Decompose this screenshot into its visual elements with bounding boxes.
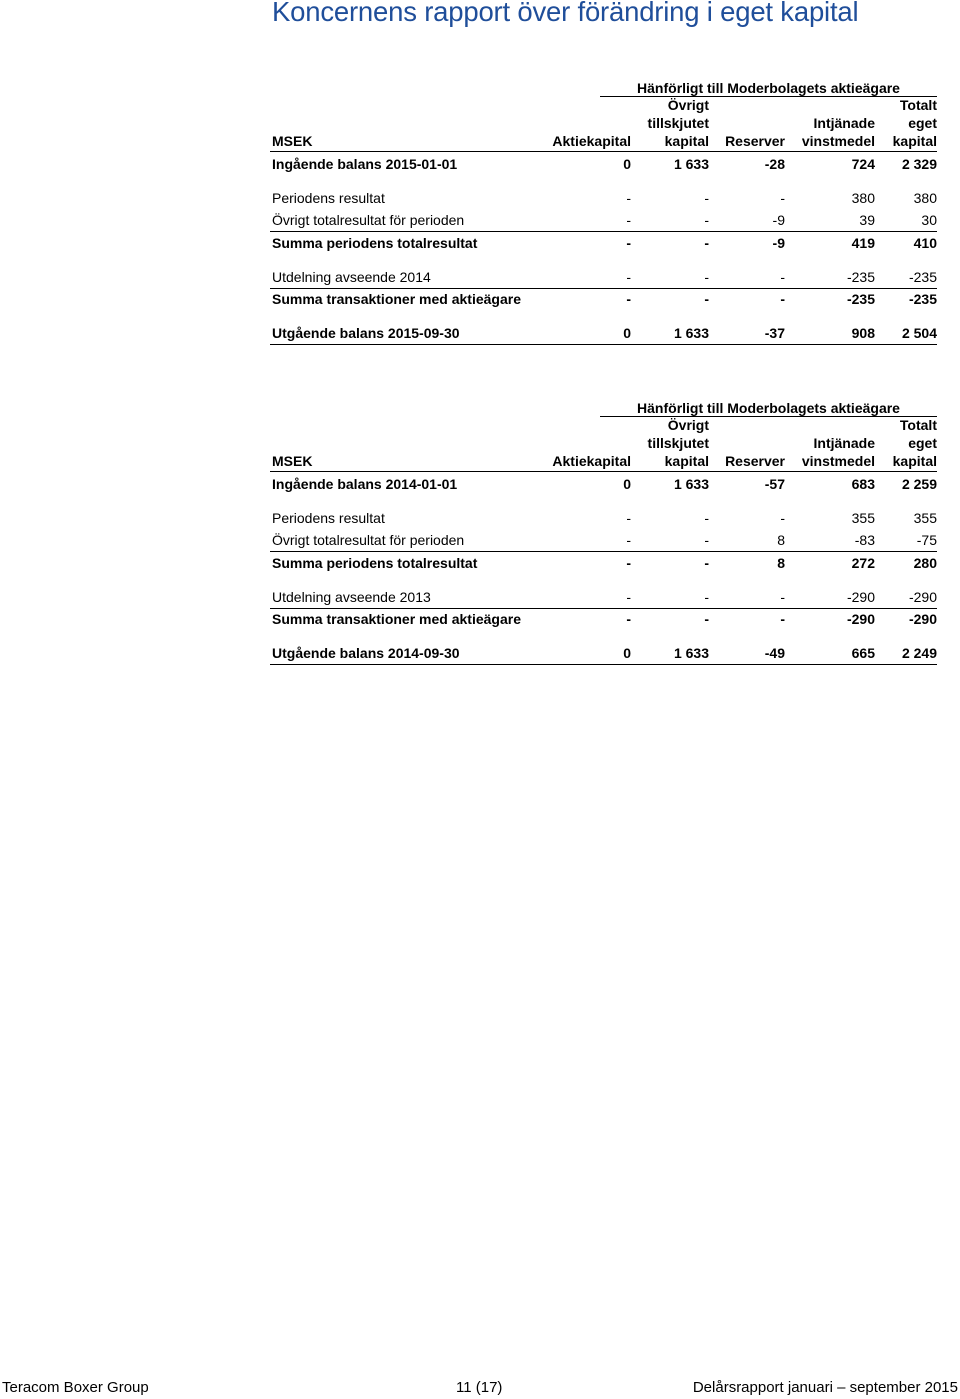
- table-cell: 2 249: [901, 645, 937, 661]
- table-cell: -290: [846, 611, 875, 627]
- table-cell: -: [704, 212, 709, 228]
- row-label: Ingående balans 2014-01-01: [272, 476, 458, 492]
- table-cell: 272: [851, 555, 875, 571]
- table-cell: -: [626, 269, 631, 285]
- table-cell: -57: [764, 476, 785, 492]
- table-cell: -290: [908, 611, 937, 627]
- table-cell: -: [626, 611, 631, 627]
- table-cell: 280: [913, 555, 937, 571]
- row-label: Utdelning avseende 2013: [272, 589, 431, 605]
- table-row: [270, 643, 937, 665]
- column-header: Intjänade vinstmedel: [801, 115, 875, 149]
- table-cell: -: [626, 589, 631, 605]
- column-header: MSEK: [272, 453, 313, 469]
- table-cell: -290: [846, 589, 875, 605]
- page-title: Koncernens rapport över förändring i eget kapital: [272, 0, 859, 27]
- table-cell: -: [626, 510, 631, 526]
- table-cell: -: [626, 532, 631, 548]
- column-header: Aktiekapital: [552, 133, 631, 149]
- table-cell: -: [780, 510, 785, 526]
- table-row: [270, 508, 937, 530]
- table-cell: 908: [851, 325, 875, 341]
- row-label: Summa periodens totalresultat: [272, 555, 478, 571]
- footer-company: Teracom Boxer Group: [2, 1379, 149, 1396]
- table-cell: -9: [772, 212, 785, 228]
- table-cell: 1 633: [673, 156, 709, 172]
- table-cell: 0: [623, 156, 631, 172]
- table-cell: -: [626, 212, 631, 228]
- table-cell: -83: [854, 532, 875, 548]
- table-row: [270, 609, 937, 631]
- page-footer: [0, 1379, 960, 1399]
- table-cell: 380: [851, 190, 875, 206]
- table-row: [270, 323, 937, 345]
- footer-page-number: 11 (17): [456, 1379, 503, 1396]
- table-row: [270, 587, 937, 609]
- table-cell: -235: [846, 291, 875, 307]
- column-header: Övrigt tillskjutet kapital: [647, 97, 709, 149]
- table-cell: -: [626, 555, 631, 571]
- table-row: [270, 233, 937, 255]
- table-cell: 39: [859, 212, 875, 228]
- table-cell: 8: [777, 532, 785, 548]
- column-header-row: [270, 97, 937, 152]
- table-cell: -: [780, 269, 785, 285]
- row-label: Övrigt totalresultat för perioden: [272, 212, 465, 228]
- table-cell: -290: [908, 589, 937, 605]
- table-cell: 665: [851, 645, 875, 661]
- column-header: Totalt eget kapital: [892, 97, 937, 149]
- table-cell: -: [780, 190, 785, 206]
- row-label: Utgående balans 2015-09-30: [272, 325, 460, 341]
- table-cell: 2 504: [901, 325, 937, 341]
- table-cell: -: [704, 190, 709, 206]
- table-cell: 724: [851, 156, 875, 172]
- column-header-row: [270, 417, 937, 472]
- table-cell: 1 633: [673, 325, 709, 341]
- row-label: Summa transaktioner med aktieägare: [272, 611, 521, 627]
- table-cell: -235: [846, 269, 875, 285]
- table-cell: 0: [623, 325, 631, 341]
- table-row: [270, 530, 937, 552]
- table-cell: 2 329: [901, 156, 937, 172]
- table-cell: 683: [851, 476, 875, 492]
- table-cell: 30: [921, 212, 937, 228]
- table-cell: -: [704, 235, 709, 251]
- table-cell: 1 633: [673, 476, 709, 492]
- table-cell: 355: [851, 510, 875, 526]
- table-cell: 355: [913, 510, 937, 526]
- row-label: Periodens resultat: [272, 510, 385, 526]
- table-row: [270, 553, 937, 575]
- table-cell: -75: [916, 532, 937, 548]
- table-cell: -: [780, 291, 785, 307]
- group-header: Hänförligt till Moderbolagets aktieägare: [600, 78, 937, 97]
- table-row: [270, 267, 937, 289]
- table-cell: -: [780, 589, 785, 605]
- row-label: Periodens resultat: [272, 190, 385, 206]
- table-cell: 0: [623, 476, 631, 492]
- table-cell: -: [704, 291, 709, 307]
- table-cell: -49: [764, 645, 785, 661]
- table-row: [270, 154, 937, 176]
- table-cell: 2 259: [901, 476, 937, 492]
- column-header: MSEK: [272, 133, 313, 149]
- table-cell: -37: [764, 325, 785, 341]
- table-cell: 419: [851, 235, 875, 251]
- table-cell: -: [704, 589, 709, 605]
- table-cell: 380: [913, 190, 937, 206]
- table-cell: -: [626, 235, 631, 251]
- table-cell: 410: [913, 235, 937, 251]
- column-header: Reserver: [725, 453, 785, 469]
- group-header: Hänförligt till Moderbolagets aktieägare: [600, 398, 937, 417]
- row-label: Summa periodens totalresultat: [272, 235, 478, 251]
- table-cell: -28: [764, 156, 785, 172]
- table-cell: 8: [777, 555, 785, 571]
- table-cell: -: [704, 611, 709, 627]
- table-cell: -: [704, 269, 709, 285]
- table-cell: 0: [623, 645, 631, 661]
- table-cell: -: [626, 190, 631, 206]
- row-label: Utdelning avseende 2014: [272, 269, 431, 285]
- column-header: Intjänade vinstmedel: [801, 435, 875, 469]
- row-label: Övrigt totalresultat för perioden: [272, 532, 465, 548]
- table-row: [270, 210, 937, 232]
- row-label: Ingående balans 2015-01-01: [272, 156, 458, 172]
- table-cell: -9: [772, 235, 785, 251]
- footer-report-title: Delårsrapport januari – september 2015: [692, 1379, 958, 1396]
- column-header: Totalt eget kapital: [892, 417, 937, 469]
- table-row: [270, 474, 937, 496]
- table-cell: -: [780, 611, 785, 627]
- table-cell: -235: [908, 269, 937, 285]
- column-header: Övrigt tillskjutet kapital: [647, 417, 709, 469]
- table-row: [270, 289, 937, 311]
- table-cell: -: [704, 532, 709, 548]
- column-header: Aktiekapital: [552, 453, 631, 469]
- table-cell: -: [704, 510, 709, 526]
- row-label: Summa transaktioner med aktieägare: [272, 291, 521, 307]
- table-cell: -235: [908, 291, 937, 307]
- table-row: [270, 188, 937, 210]
- table-cell: -: [626, 291, 631, 307]
- table-cell: 1 633: [673, 645, 709, 661]
- column-header: Reserver: [725, 133, 785, 149]
- table-cell: -: [704, 555, 709, 571]
- row-label: Utgående balans 2014-09-30: [272, 645, 460, 661]
